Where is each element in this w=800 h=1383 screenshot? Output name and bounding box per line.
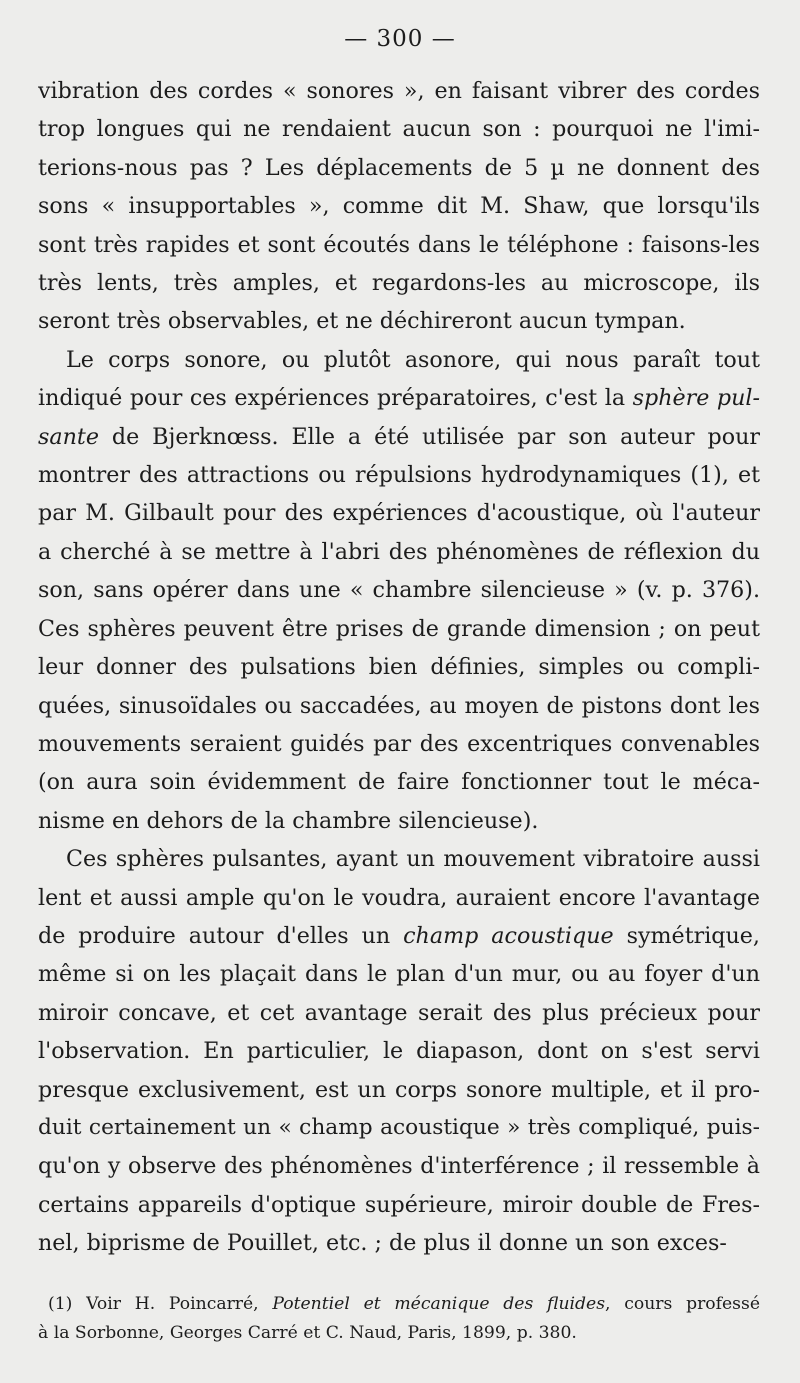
text-line	[38, 1186, 760, 1224]
text-line	[38, 1319, 760, 1348]
italic-text-segment: Potentiel et mécanique des fluides	[272, 1294, 606, 1314]
text-line	[38, 1109, 760, 1147]
text-segment: sons « insupportables », comme dit M. Shaw, que lorsqu'ils	[38, 193, 760, 220]
text-line	[38, 1224, 760, 1262]
text-line	[38, 149, 760, 187]
text-line	[38, 1147, 760, 1185]
footnote	[38, 1290, 760, 1348]
page-number: — 300 —	[344, 26, 456, 52]
text-segment: , cours professé	[605, 1294, 760, 1314]
body-text	[38, 72, 760, 1263]
text-segment: trop longues qui ne rendaient aucun son : pourquoi ne l'imi-	[38, 116, 760, 143]
text-segment: (on aura soin évidemment de faire fonctionner tout le méca-	[38, 769, 760, 796]
text-segment: leur donner des pulsations bien définies, simples ou compli-	[38, 654, 760, 681]
text-line	[38, 341, 760, 379]
text-segment: indiqué pour ces expériences préparatoires, c'est la	[38, 385, 633, 412]
text-segment: symétrique,	[613, 922, 760, 949]
italic-text-segment: champ acoustique	[403, 922, 614, 949]
text-line	[38, 648, 760, 686]
text-segment: montrer des attractions ou répulsions hydrodynamiques (1), et	[38, 462, 760, 489]
text-segment: Ces sphères peuvent être prises de grande dimension ; on peut	[38, 615, 760, 642]
text-segment: terions-nous pas ? Les déplacements de 5 µ ne donnent des	[38, 154, 760, 181]
text-line	[38, 955, 760, 993]
text-line	[38, 1290, 760, 1319]
text-segment: même si on les plaçait dans le plan d'un mur, ou au foyer d'un	[38, 961, 760, 988]
text-segment: presque exclusivement, est un corps sonore multiple, et il pro-	[38, 1076, 760, 1103]
text-segment: seront très observables, et ne déchireront aucun tympan.	[38, 308, 686, 335]
text-line	[38, 456, 760, 494]
text-segment: lent et aussi ample qu'on le voudra, auraient encore l'avantage	[38, 884, 760, 911]
text-segment: Le corps sonore, ou plutôt asonore, qui nous paraît tout	[66, 346, 760, 373]
text-segment: duit certainement un « champ acoustique » très compliqué, puis-	[38, 1114, 760, 1140]
text-line	[38, 1071, 760, 1109]
text-segment: miroir concave, et cet avantage serait des plus précieux pour	[38, 999, 760, 1026]
text-segment: quées, sinusoïdales ou saccadées, au moyen de pistons dont les	[38, 692, 760, 719]
text-line	[38, 1032, 760, 1070]
text-line	[38, 917, 760, 955]
text-segment: à la Sorbonne, Georges Carré et C. Naud, Paris, 1899, p. 380.	[38, 1323, 577, 1343]
text-line	[38, 110, 760, 148]
italic-text-segment: sante	[38, 423, 99, 450]
text-segment: qu'on y observe des phénomènes d'interférence ; il ressemble à	[38, 1153, 760, 1180]
text-line	[38, 72, 760, 110]
text-line	[38, 840, 760, 878]
text-line	[38, 994, 760, 1032]
text-segment: l'observation. En particulier, le diapason, dont on s'est servi	[38, 1038, 760, 1065]
text-line	[38, 725, 760, 763]
text-line	[38, 187, 760, 225]
text-segment: très lents, très amples, et regardons-les au microscope, ils	[38, 270, 760, 297]
text-segment: son, sans opérer dans une « chambre silencieuse » (v. p. 376).	[38, 577, 760, 604]
text-segment: de produire autour d'elles un	[38, 922, 404, 949]
text-line	[38, 610, 760, 648]
text-line	[38, 763, 760, 801]
text-line	[38, 879, 760, 917]
text-segment: nel, biprisme de Pouillet, etc. ; de plus il donne un son exces-	[38, 1230, 727, 1257]
text-line	[38, 571, 760, 609]
text-segment: vibration des cordes « sonores », en faisant vibrer des cordes	[38, 78, 760, 104]
text-segment: mouvements seraient guidés par des excentriques convenables	[38, 730, 760, 757]
text-line	[38, 226, 760, 264]
text-line	[38, 494, 760, 532]
text-line	[38, 802, 760, 840]
text-line	[38, 264, 760, 302]
text-line	[38, 418, 760, 456]
text-line	[38, 533, 760, 571]
paragraph	[38, 72, 760, 341]
italic-text-segment: sphère pul-	[632, 385, 760, 412]
text-segment: a cherché à se mettre à l'abri des phénomènes de réflexion du	[38, 538, 760, 565]
text-segment: Ces sphères pulsantes, ayant un mouvement vibratoire aussi	[66, 846, 760, 873]
text-segment: sont très rapides et sont écoutés dans le téléphone : faisons-les	[38, 231, 760, 258]
text-segment: (1) Voir H. Poincarré,	[48, 1294, 273, 1314]
text-segment: de Bjerknœss. Elle a été utilisée par son auteur pour	[98, 423, 760, 450]
text-segment: nisme en dehors de la chambre silencieuse).	[38, 807, 539, 834]
text-segment: par M. Gilbault pour des expériences d'acoustique, où l'auteur	[38, 500, 760, 527]
paragraph	[38, 341, 760, 840]
text-line	[38, 687, 760, 725]
text-segment: certains appareils d'optique supérieure, miroir double de Fres-	[38, 1191, 760, 1218]
paragraph	[38, 840, 760, 1262]
text-line	[38, 379, 760, 417]
text-line	[38, 302, 760, 340]
